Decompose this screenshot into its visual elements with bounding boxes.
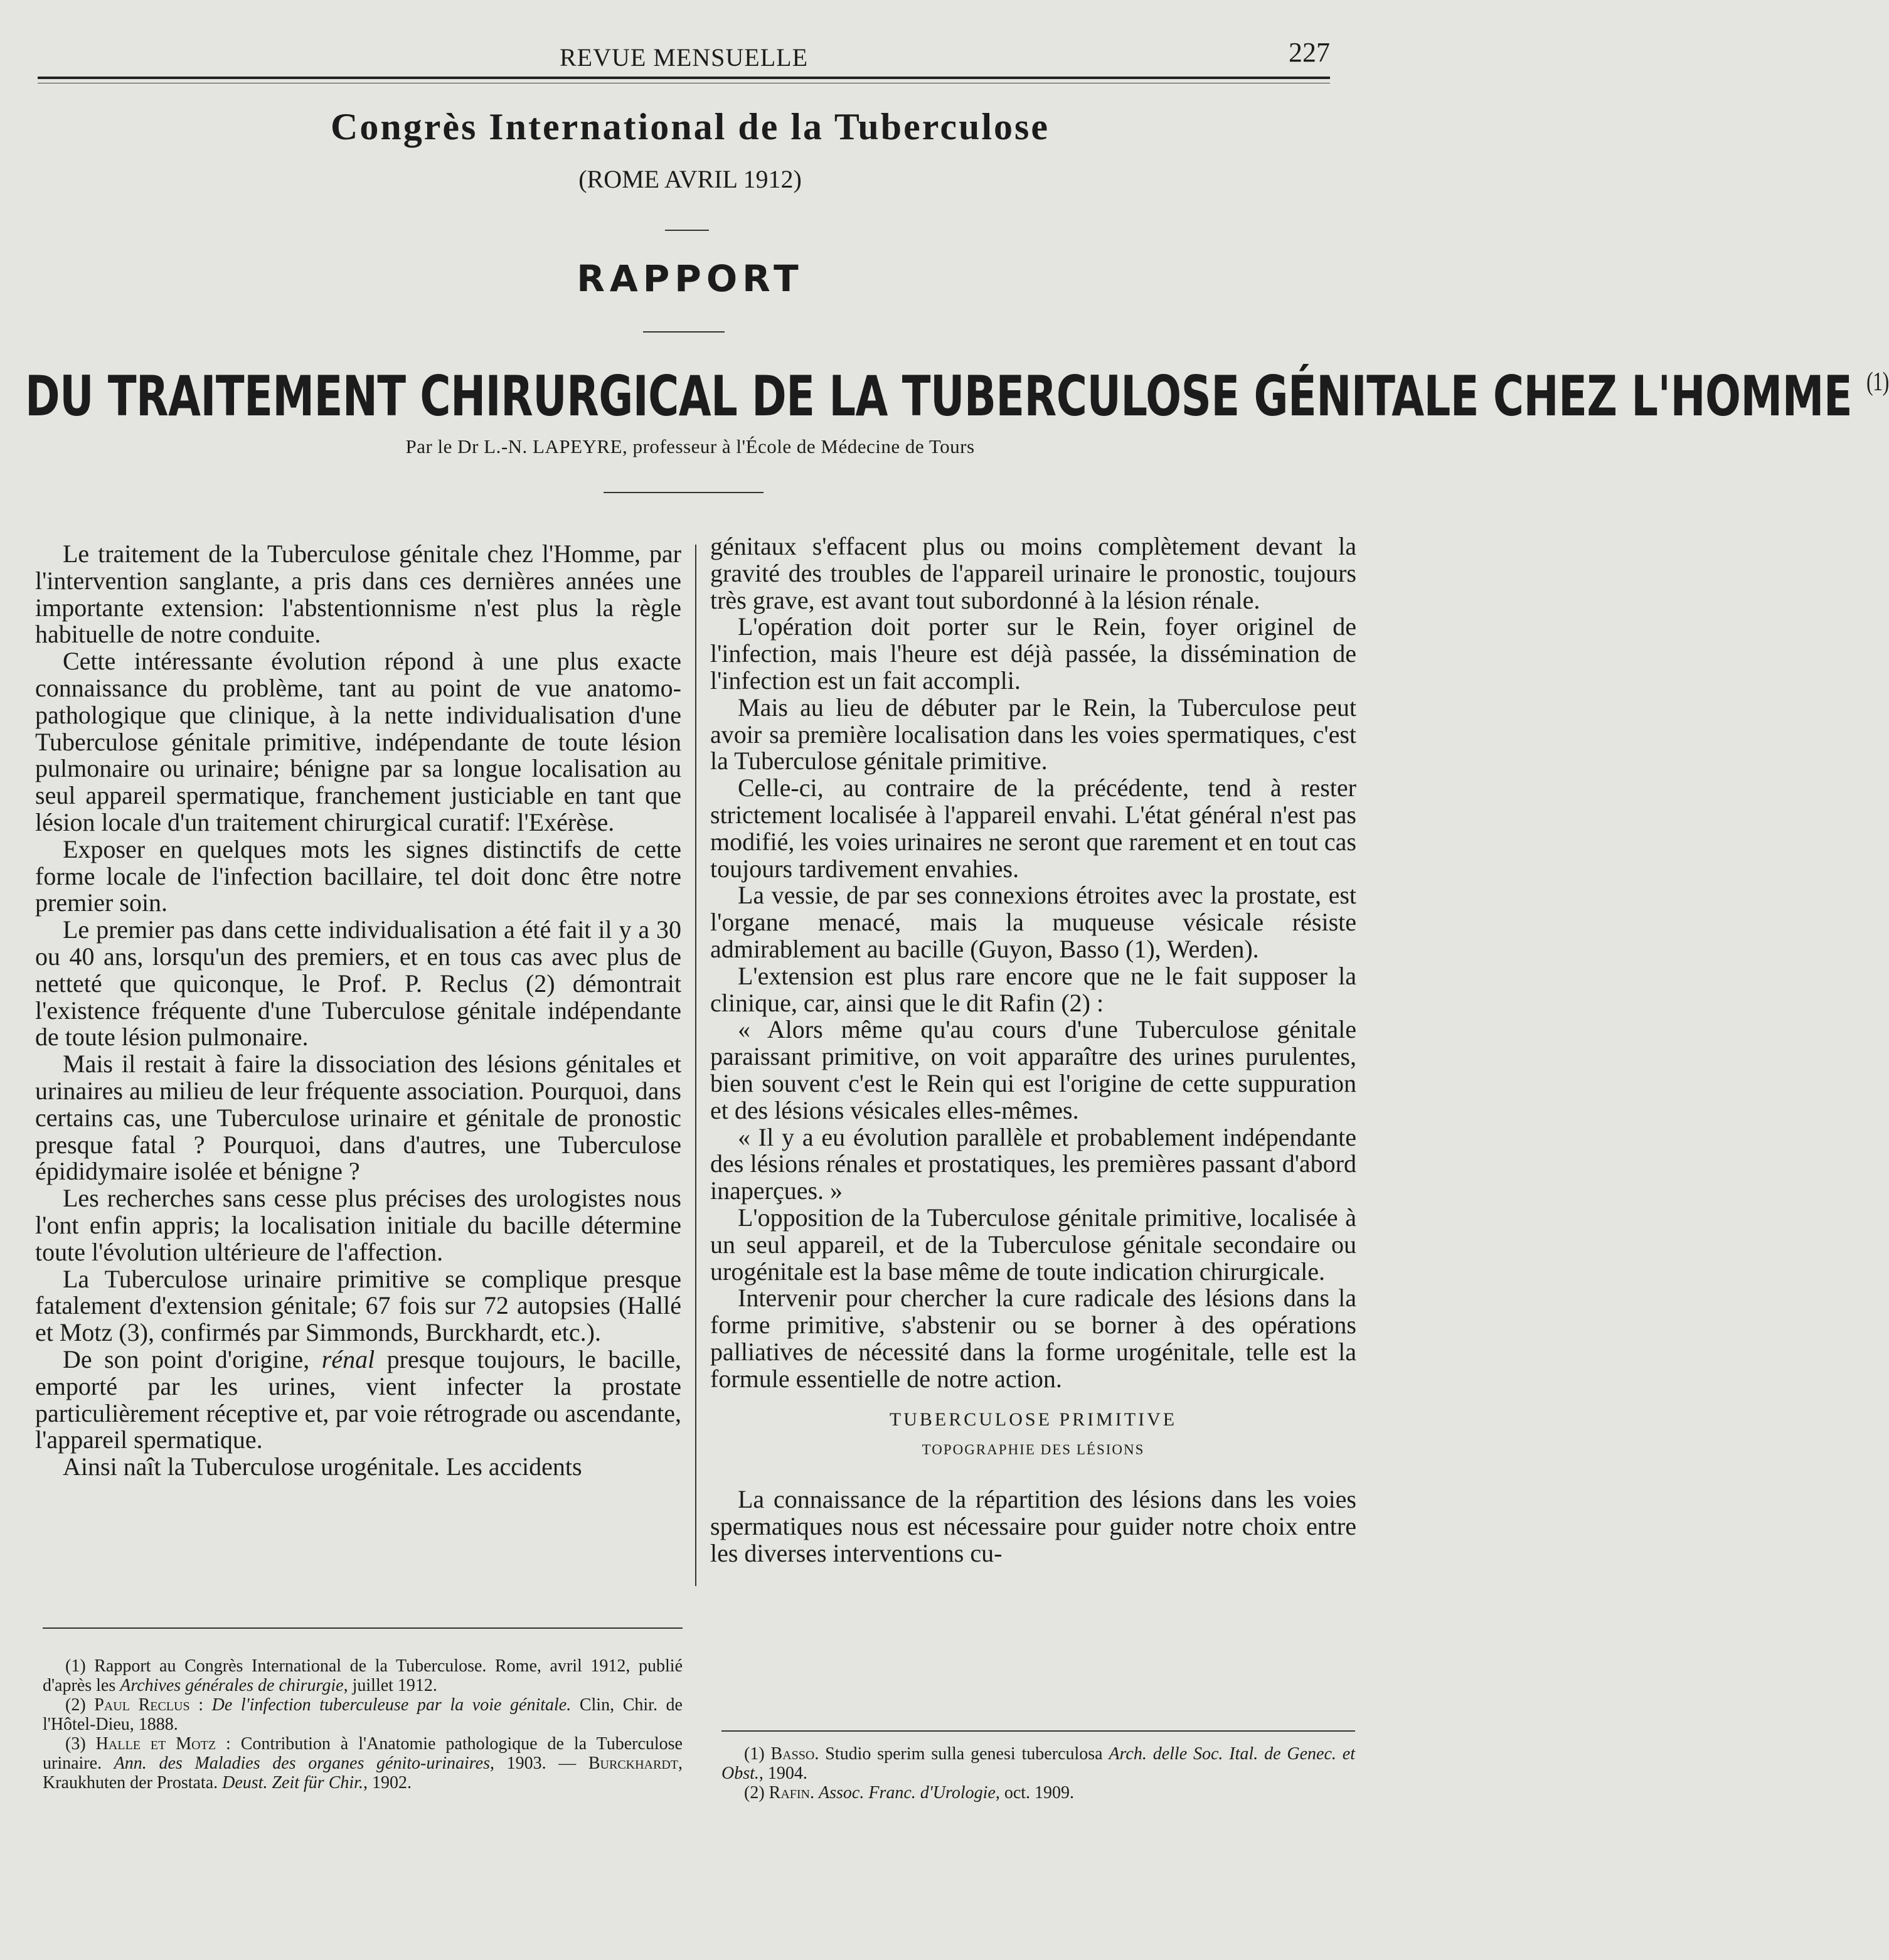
paragraph: L'opposition de la Tuberculose génitale primitive, localisée à un seul appareil, et de la Tuberculose génitale secondaire ou urogénitale est la base même de toute indication chirurgicale.: [710, 1203, 1356, 1286]
author-byline: Par le Dr L.-N. LAPEYRE, professeur à l'École de Médecine de Tours: [405, 435, 975, 457]
paragraph: [35, 1346, 681, 1454]
footnote-rule-left: [43, 1627, 683, 1629]
footnote: [43, 1695, 683, 1734]
paragraph: La Tuberculose urinaire primitive se complique presque fatalement d'extension génitale; 67 fois sur 72 autopsies (Hallé et Motz (3), confirmés par Simmonds, Burckhardt, etc.).: [35, 1264, 681, 1347]
footnote: [721, 1783, 1355, 1803]
paragraph: Mais il restait à faire la dissociation des lésions génitales et urinaires au milieu de leur fréquente association. Pourquoi, dans certains cas, une Tuberculose urinaire et génitale de pronostic presque fatal ? Pourquoi, dans d'autres, une Tuberculose épididymaire isolée et bénigne ?: [35, 1050, 681, 1186]
footnote: [721, 1744, 1355, 1783]
author-name: Paul Reclus: [94, 1695, 190, 1715]
paragraph: La vessie, de par ses connexions étroites avec la prostate, est l'organe menacé, mais la muqueuse vésicale résiste admirablement au bacille (Guyon, Basso (1), Werden).: [710, 881, 1356, 963]
author-name: Burckhardt: [588, 1754, 679, 1773]
ornament-rule-3: [604, 492, 764, 493]
column-divider: [695, 545, 696, 1586]
text-run: :: [189, 1695, 212, 1715]
paragraph: Intervenir pour chercher la cure radicale des lésions dans la forme primitive, s'abstenir ou se borner à des opérations palliatives de nécessité dans la forme urogénitale, telle est la formule essentielle de notre action.: [710, 1284, 1356, 1393]
paragraph: Cette intéressante évolution répond à une plus exacte connaissance du problème, tant au point de vue anatomo-pathologique que clinique, à la nette individualisation d'une Tuberculose génitale primitive, indépendante de toute lésion pulmonaire ou urinaire; bénigne par sa longue localisation au seul appareil spermatique, franchement justiciable en tant que lésion locale d'un traitement chirurgical curatif: l'Exérèse.: [35, 647, 681, 836]
subsubheading: TOPOGRAPHIE DES LÉSIONS: [922, 1442, 1145, 1458]
footnotes-right: [721, 1744, 1355, 1803]
footnote: [43, 1656, 683, 1695]
ornament-rule-2: [643, 331, 725, 333]
title-footnote-marker: (1): [1866, 366, 1889, 397]
text-run: (2): [65, 1695, 95, 1715]
subheading: TUBERCULOSE PRIMITIVE: [889, 1409, 1178, 1430]
paragraph: La connaissance de la répartition des lésions dans les voies spermatiques nous est nécessaire pour guider notre choix entre les diverses interventions cu-: [710, 1485, 1356, 1567]
paragraph: Mais au lieu de débuter par le Rein, la Tuberculose peut avoir sa première localisation dans les voies spermatiques, c'est la Tuberculose génitale primitive.: [710, 693, 1356, 775]
text-run: , 1904.: [758, 1764, 807, 1783]
text-run: (1) Rapport au Congrès International de la Tuberculose. Rome, avril 1912, publié d'après les: [43, 1656, 683, 1695]
footnotes-left: [43, 1656, 683, 1792]
paragraph: Les recherches sans cesse plus précises des urologistes nous l'ont enfin appris; la localisation initiale du bacille détermine toute l'évolution ultérieure de l'affection.: [35, 1184, 681, 1266]
text-run: (1): [744, 1744, 771, 1764]
italic-run: Deust. Zeit für Chir.: [222, 1773, 363, 1792]
author-name: Basso: [770, 1744, 815, 1764]
text-run: , 1903. —: [489, 1754, 588, 1773]
author-name: Halle et Motz: [95, 1734, 216, 1754]
paragraph: Exposer en quelques mots les signes distinctifs de cette forme locale de l'infection bacillaire, tel doit donc être notre premier soin.: [35, 834, 681, 917]
ornament-rule-1: [665, 230, 709, 231]
text-run: , 1902.: [363, 1773, 412, 1792]
congress-location: (ROME AVRIL 1912): [578, 165, 802, 193]
paragraph: Celle-ci, au contraire de la précédente, tend à rester strictement localisée à l'appareil envahi. L'état général n'est pas modifié, les voies urinaires ne seront que rarement et en tout cas toujours tardivement envahies.: [710, 774, 1356, 883]
journal-title: REVUE MENSUELLE: [559, 43, 809, 72]
header-rule: [38, 77, 1330, 79]
paragraph: génitaux s'effacent plus ou moins complètement devant la gravité des troubles de l'appareil urinaire le pronostic, toujours très grave, est avant tout subordonné à la lésion rénale.: [710, 532, 1356, 614]
text-run: Clin, Chir. de l'Hôtel-Dieu, 1888.: [43, 1695, 683, 1734]
running-head: [38, 37, 1330, 78]
italic-run: Archives générales de chirurgie: [120, 1676, 344, 1695]
text-run: , oct. 1909.: [995, 1783, 1075, 1803]
paragraph: L'extension est plus rare encore que ne le fait supposer la clinique, car, ainsi que le dit Rafin (2) :: [710, 961, 1356, 1017]
paragraph: Le premier pas dans cette individualisation a été fait il y a 30 ou 40 ans, lorsqu'un des premiers, et en tous cas avec plus de netteté que quiconque, le Prof. P. Reclus (2) démontrait l'existence fréquente d'une Tuberculose génitale indépendante de toute lésion pulmonaire.: [35, 915, 681, 1052]
italic-run: Arch. delle Soc. Ital. de Genec. et Obst.: [721, 1744, 1355, 1783]
author-name: Rafin: [769, 1783, 811, 1803]
paragraph: « Alors même qu'au cours d'une Tuberculose génitale paraissant primitive, on voit apparaître des urines purulentes, bien souvent c'est le Rein qui est l'origine de cette suppuration et des lésions vésicales elles-mêmes.: [710, 1015, 1356, 1124]
section-label: RAPPORT: [577, 257, 804, 300]
italic-run: Assoc. Franc. d'Urologie: [819, 1783, 996, 1803]
right-column: [710, 533, 1356, 1567]
paragraph: « Il y a eu évolution parallèle et probablement indépendante des lésions rénales et prostatiques, les premières passant d'abord inaperçues. »: [710, 1122, 1356, 1205]
text-run: . Studio sperim sulla genesi tuberculosa: [814, 1744, 1109, 1764]
footnote: [43, 1734, 683, 1792]
text-run: : Contribution à l'Anatomie pathologique de la Tuberculose urinaire.: [43, 1734, 683, 1773]
text-run: .: [810, 1783, 819, 1803]
text-run: , Kraukhuten der Prostata.: [43, 1754, 683, 1792]
text-run: (3): [65, 1734, 96, 1754]
article-title: [25, 364, 1889, 429]
text-run: , juillet 1912.: [343, 1676, 437, 1695]
paragraph: L'opération doit porter sur le Rein, foyer originel de l'infection, mais l'heure est déjà passée, la dissémination de l'infection est un fait accompli.: [710, 612, 1356, 695]
italic-run: De l'infection tuberculeuse par la voie génitale.: [211, 1695, 572, 1715]
text-run: (2): [744, 1783, 769, 1803]
page-number: 227: [1289, 37, 1330, 68]
paragraph: Le traitement de la Tuberculose génitale chez l'Homme, par l'intervention sanglante, a pris dans ces dernières années une importante extension: l'abstentionnisme n'est plus la règle habituelle de notre conduite.: [35, 540, 681, 649]
left-column: [35, 541, 681, 1481]
paragraph: Ainsi naît la Tuberculose urogénitale. Les accidents: [63, 1452, 582, 1481]
article-title-text: DU TRAITEMENT CHIRURGICAL DE LA TUBERCULOSE GÉNITALE CHEZ L'HOMME: [25, 364, 1853, 429]
congress-title: Congrès International de la Tuberculose: [331, 106, 1050, 147]
text-run: De son point d'origine,: [63, 1345, 322, 1373]
footnote-rule-right: [721, 1730, 1355, 1732]
italic-run: rénal: [321, 1345, 375, 1373]
text-run: presque toujours, le bacille, emporté par les urines, vient infecter la prostate particulièrement réceptive et, par voie rétrograde ou ascendante, l'appareil spermatique.: [35, 1345, 681, 1454]
italic-run: Ann. des Maladies des organes génito-urinaires: [114, 1754, 490, 1773]
